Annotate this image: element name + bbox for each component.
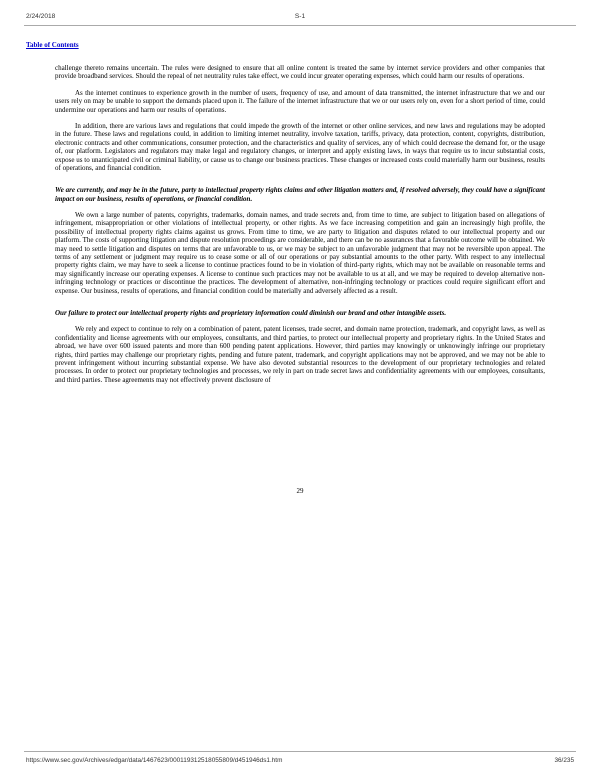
header-date: 2/24/2018 bbox=[26, 13, 56, 20]
paragraph-ip-protection: We rely and expect to continue to rely on a combination of patent, patent licenses, trade secret, and domain name protection, trademark, and copyright laws, as well as confidentiality and license agreements with our employees, consultants, and third parties, to protect our intellectual property and proprietary rights. In the United States and abroad, we have over 600 issued patents and more than 600 pending patent applications. However, third parties may knowingly or unknowingly infringe our proprietary rights, third parties may challenge our proprietary rights, pending and future patent, trademark, and copyright applications may not be approved, and we may not be able to prevent infringement without incurring substantial expense. We have also devoted substantial resources to the development of our proprietary technologies and related processes. In order to protect our proprietary technologies and processes, we rely in part on trade secret laws and confidentiality agreements with our employees, consultants, and third parties. These agreements may not effectively prevent disclosure of bbox=[55, 325, 545, 384]
footer-url: https://www.sec.gov/Archives/edgar/data/1467623/000119312518055809/d451946ds1.htm bbox=[26, 757, 283, 764]
paragraph-internet-growth: As the internet continues to experience growth in the number of users, frequency of use, and amount of data transmitted, the internet infrastructure that we and our users rely on may be unable to support the demands placed upon it. The failure of the internet infrastructure that we or our users rely on, even for a short period of time, could undermine our operations and harm our results of operations. bbox=[55, 88, 545, 114]
print-footer bbox=[26, 757, 574, 767]
paragraph-laws-and-regulations: In addition, there are various laws and regulations that could impede the growth of the internet or other online services, and new laws and regulations may be adopted in the future. These laws and regulations could, in addition to limiting internet neutrality, involve taxation, tariffs, privacy, data protection, content, copyrights, distribution, electronic contracts and other communications, consumer protection, and the characteristics and quality of services, any of which could decrease the demand for, or the usage of, our platform. Legislators and regulators may make legal and regulatory changes, or interpret and apply existing laws, in ways that require us to incur substantial costs, expose us to unanticipated civil or criminal liability, or cause us to change our business practices. These changes or increased costs could materially harm our business, results of operations, and financial condition. bbox=[55, 121, 545, 172]
risk-heading-ip-protection: Our failure to protect our intellectual property rights and proprietary information could diminish our brand and other intangible assets. bbox=[55, 308, 447, 317]
risk-heading-ip-litigation: We are currently, and may be in the future, party to intellectual property rights claims and other litigation matters and, if resolved adversely, they could have a significant impact on our business, results of operations, or financial condition. bbox=[55, 186, 545, 203]
header-divider bbox=[24, 25, 576, 26]
document-body bbox=[55, 64, 545, 392]
footer-page-count: 36/235 bbox=[554, 757, 574, 764]
header-doc-type: S-1 bbox=[294, 13, 306, 20]
footer-divider bbox=[24, 751, 576, 752]
paragraph-net-neutrality-continuation: challenge thereto remains uncertain. The rules were designed to ensure that all online content is treated the same by internet service providers and other companies that provide broadband services. Should the repeal of net neutrality rules take effect, we could incur greater operating expenses, which could harm our results of operations. bbox=[55, 64, 545, 81]
paragraph-ip-litigation: We own a large number of patents, copyrights, trademarks, domain names, and trade secrets and, from time to time, are subject to litigation based on allegations of infringement, misappropriation or other violations of intellectual property, or other rights. As we face increasing competition and gain an increasingly high profile, the possibility of intellectual property rights claims against us grows. From time to time, we are party to litigation and disputes related to our intellectual property and our platform. The costs of supporting litigation and dispute resolution proceedings are considerable, and there can be no assurances that a favorable outcome will be obtained. We may need to settle litigation and disputes on terms that are unfavorable to us, or we may be subject to an unfavorable judgment that may not be reversible upon appeal. The terms of any settlement or judgment may require us to cease some or all of our operations or pay substantial amounts to the other party. With respect to any intellectual property rights claim, we may have to seek a license to continue practices found to be in violation of third-party rights, which may not be available on reasonable terms and may significantly increase our operating expenses. A license to continue such practices may not be available to us at all, and we may be required to develop alternative non-infringing technology or practices or discontinue the practices. The development of alternative, non-infringing technology or practices could require significant effort and expense. Our business, results of operations, and financial condition could be materially and adversely affected as a result. bbox=[55, 211, 545, 295]
page-number: 29 bbox=[296, 487, 304, 495]
table-of-contents-link[interactable]: Table of Contents bbox=[26, 41, 79, 49]
print-header bbox=[26, 13, 574, 23]
